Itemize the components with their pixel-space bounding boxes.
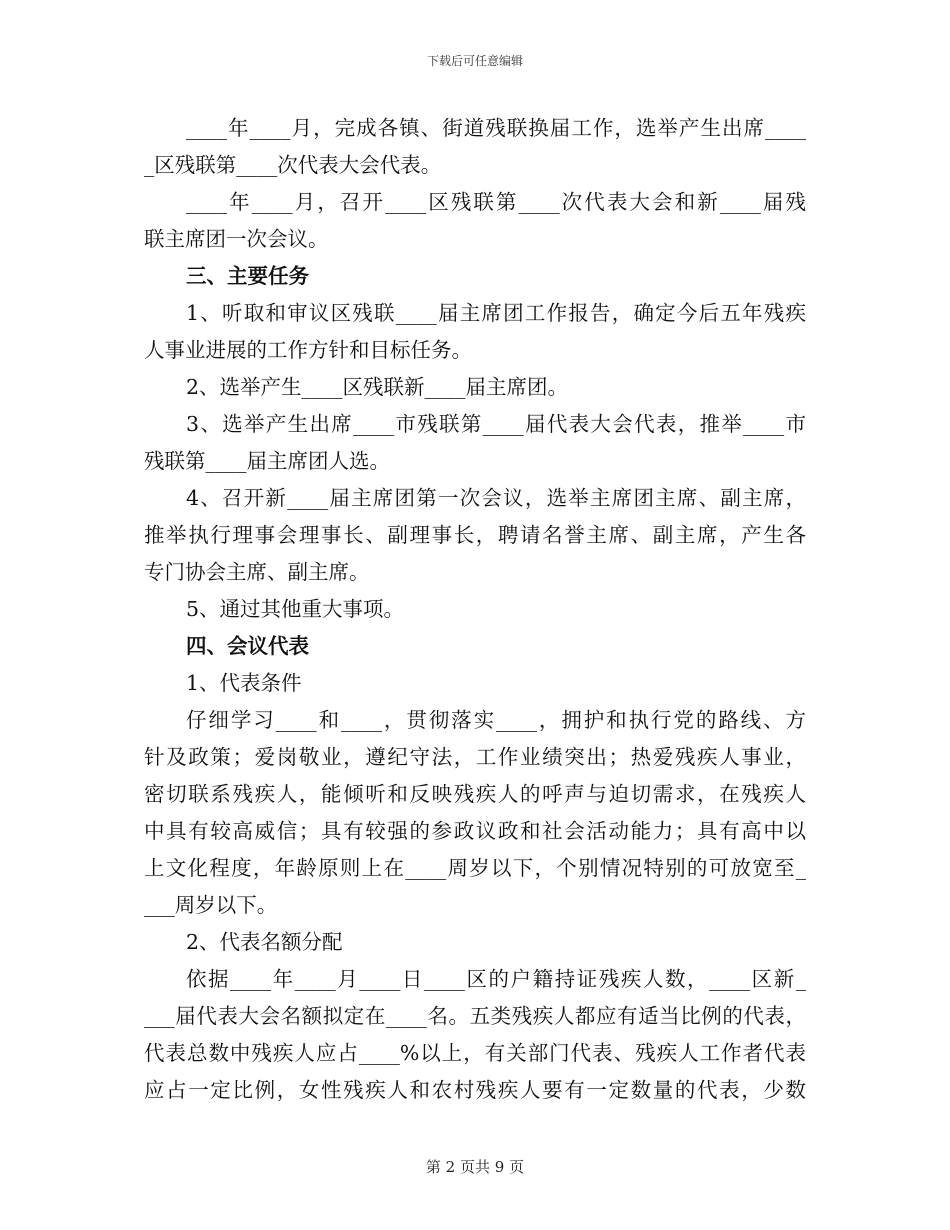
paragraph-line: 依据____年____月____日____区的户籍持证残疾人数，____区新_ — [186, 967, 806, 991]
paragraph-line: 3、选举产生出席____市残联第____届代表大会代表，推举____市 — [186, 412, 806, 436]
section-heading: 三、主要任务 — [186, 264, 309, 288]
paragraph-line: ____年____月，完成各镇、街道残联换届工作，选举产生出席____ — [186, 116, 806, 140]
paragraph-line: 上文化程度，年龄原则上在____周岁以下，个别情况特别的可放宽至_ — [144, 856, 806, 880]
paragraph-line: 4、召开新____届主席团第一次会议，选举主席团主席、副主席， — [186, 486, 806, 510]
paragraph-line: _区残联第____次代表大会代表。 — [144, 153, 442, 177]
paragraph-line: 仔细学习____和____，贯彻落实____，拥护和执行党的路线、方 — [186, 708, 806, 732]
subsection-heading: 1、代表条件 — [186, 671, 302, 695]
paragraph-line: 专门协会主席、副主席。 — [144, 560, 370, 584]
paragraph-line: 推举执行理事会理事长、副理事长，聘请名誉主席、副主席，产生各 — [144, 523, 806, 547]
paragraph-line: ____年____月，召开____区残联第____次代表大会和新____届残 — [186, 190, 806, 214]
paragraph-line: 残联第____届主席团人选。 — [144, 449, 390, 473]
paragraph-line: 中具有较高威信；具有较强的参政议政和社会活动能力；具有高中以 — [144, 819, 806, 843]
paragraph-line: 人事业进展的工作方针和目标任务。 — [144, 338, 472, 362]
paragraph-line: ___周岁以下。 — [144, 893, 278, 917]
paragraph-line: 联主席团一次会议。 — [144, 227, 329, 251]
paragraph-line: ___届代表大会名额拟定在____名。五类残疾人都应有适当比例的代表， — [144, 1004, 806, 1028]
paragraph-line: 应占一定比例，女性残疾人和农村残疾人要有一定数量的代表，少数 — [144, 1078, 806, 1102]
header-note: 下载后可任意编辑 — [426, 54, 523, 68]
paragraph-line: 5、通过其他重大事项。 — [186, 597, 405, 621]
paragraph-line: 代表总数中残疾人应占____%以上，有关部门代表、残疾人工作者代表 — [144, 1041, 806, 1065]
section-heading: 四、会议代表 — [186, 634, 309, 658]
paragraph-line: 针及政策；爱岗敬业，遵纪守法，工作业绩突出；热爱残疾人事业， — [144, 745, 806, 769]
paragraph-line: 密切联系残疾人，能倾听和反映残疾人的呼声与迫切需求，在残疾人 — [144, 782, 806, 806]
paragraph-line: 1、听取和审议区残联____届主席团工作报告，确定今后五年残疾 — [186, 301, 806, 325]
page-number: 第 2 页共 9 页 — [425, 1158, 525, 1176]
paragraph-line: 2、选举产生____区残联新____届主席团。 — [186, 375, 569, 399]
subsection-heading: 2、代表名额分配 — [186, 930, 343, 954]
document-body — [144, 110, 806, 1109]
